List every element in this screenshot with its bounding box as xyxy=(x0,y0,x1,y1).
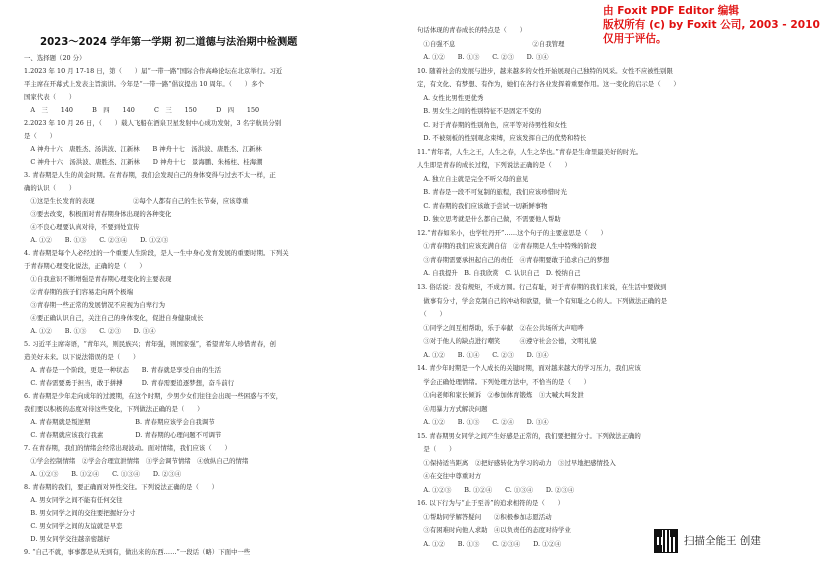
watermark-line-1: 由 Foxit PDF Editor 编辑 xyxy=(603,5,739,17)
text-line: ①向老师和家长倾诉 ②参加体育锻炼 ③大喊大叫发泄 xyxy=(417,391,584,400)
text-line: C. 青春期就应该我行我素 D. 青春期的心理问题不可调节 xyxy=(24,431,222,439)
text-line: 定，有文化、有梦想、有作为，她们在各行各业发挥着重要作用。这一变化的启示是（ ） xyxy=(417,80,680,89)
text-line: 16. 以下行为与“止于至善”的追求相符的是（ ） xyxy=(417,499,565,508)
text-line: 人生即是青春的成长过程，下列说法正确的是（ ） xyxy=(417,161,571,170)
scanner-label: 扫描全能王 创建 xyxy=(684,535,761,547)
text-line: 5. 习近平主席寄语，“青年兴，则民族兴；青年强，则国家强”，希望青年人珍惜青春，创 xyxy=(24,340,276,348)
text-line: C. 男女同学之间的友谊就是早恋 xyxy=(24,522,123,530)
text-line: 7. 在青春期，我们的情绪会经常出现波动。面对情绪，我们应该（ ） xyxy=(24,444,231,452)
text-line: B. 男女同学之间的交往要把握好分寸 xyxy=(24,509,136,517)
text-line: 句话体现的青春成长的特点是（ ） xyxy=(417,26,526,34)
text-line: A. ①②③ B. ①②④ C. ①③④ D. ②③④ xyxy=(417,485,575,494)
text-line: D. 独立思考就是什么都自己做，不需要他人帮助 xyxy=(417,215,561,224)
text-line: ③有困难时向他人求助 ④以负责任的态度对待学业 xyxy=(417,526,571,535)
text-line: 1.2023 年 10 月 17-18 日，第（ ）届“一带一路”国际合作高峰论坛在北京举行。习近 xyxy=(24,67,283,75)
text-line: 9. “自己不就，事事都是从无到有，做出来的东西……”一段话（略）下面中一些 xyxy=(24,548,251,556)
text-line: A. ①② B. ①③ C. ②③④ D. ①②③ xyxy=(24,236,169,244)
text-line: ③要去改变，积极面对青春期身体出现的各种变化 xyxy=(24,210,172,218)
text-line: ④用暴力方式解决问题 xyxy=(417,404,488,413)
watermark-line-2: 版权所有 (c) by Foxit 公司, 2003 - 2010 xyxy=(603,19,820,31)
text-line: ③青春期一些正常的发展情况不应视为自卑行为 xyxy=(24,301,166,309)
text-line: 于青春期心理变化说法，正确的是（ ） xyxy=(24,262,146,270)
text-line: ④不良心理要认真对待，不要到处宣传 xyxy=(24,223,140,231)
text-line: 一、选择题（20 分） xyxy=(24,54,86,62)
text-line: ①自我意识不断增强是青春期心理变化的主要表现 xyxy=(24,275,172,283)
text-line: A 神舟十六 唐胜杰、汤洪波、江新林 B 神舟十七 汤洪波、唐胜杰、江新林 xyxy=(24,145,262,153)
text-line: 确的认识（ ） xyxy=(24,184,76,192)
text-line: A. ①② B. ①③ C. ②③ D. ③④ xyxy=(24,327,156,335)
text-line: ①青春期的我们应该充满自信 ②青春期是人生中特殊的阶段 xyxy=(417,242,597,251)
text-line: 是（ ） xyxy=(24,132,57,140)
text-line: 4. 青春期是每个人必经过的一个重要人生阶段，是人一生中身心发育发展的重要时期。下列关 xyxy=(24,249,289,257)
text-line: 学会正确处理情绪。下列处理方法中，不恰当的是（ ） xyxy=(417,377,591,386)
text-line: 国家代表（ ） xyxy=(24,93,76,101)
text-line: 12.“青春如米小，也学牡丹开”……这个句子的主要意思是（ ） xyxy=(417,228,607,237)
text-line: ①保持适当距离 ②把好感转化为学习的动力 ③过早地把感情投入 xyxy=(417,458,616,467)
text-line: 是（ ） xyxy=(417,445,456,454)
text-line: D. 不被刻板的性别观念束缚，应该发挥自己的优势和特长 xyxy=(417,134,587,143)
text-line: A. ①② B. ①③ C. ②④ D. ③④ xyxy=(417,418,549,427)
text-line: A. ①② B. ①④ C. ②③ D. ③④ xyxy=(417,350,549,359)
text-line: ②青春期的孩子们容易走向两个极端 xyxy=(24,288,133,296)
text-line: ①自强不息 ②自我管理 xyxy=(417,39,565,48)
text-line: ③对于他人的缺点进行嘲笑 ④遵守社会公德，文明礼貌 xyxy=(417,337,597,346)
text-line: ①同学之间互相帮助，乐于奉献 ②在公共场所大声喧哗 xyxy=(417,323,584,332)
text-line: A. 独立自主就是完全不听父母的意见 xyxy=(417,174,529,183)
text-line: 3. 青春期是人生的黄金时期。在青春期，我们会发现自己的身体变得与过去不太一样，正 xyxy=(24,171,276,179)
text-line: 15. 青春期男女同学之间产生好感是正常的，我们要把握分寸。下列做法正确的 xyxy=(417,431,641,440)
text-line: 平主席在开幕式上发表主旨演讲。今年是“一带一路”倡议提出 10 周年。（ ）多个 xyxy=(24,80,265,88)
text-line: C. 对于青春期的性别角色，应平等对待男性和女性 xyxy=(417,120,567,129)
text-line: A 三 140 B 四 140 C 三 150 D 四 150 xyxy=(24,106,260,114)
text-line: D. 男女同学交往越亲密越好 xyxy=(24,535,110,543)
text-line: 10. 随着社会的发展与进步，越来越多的女性开始展现自己独特的风采。女性不应被性别限 xyxy=(417,66,673,75)
text-line: B. 男女生之间的性别特征不是固定不变的 xyxy=(417,107,542,116)
text-line: A. 男女同学之间不能有任何交往 xyxy=(24,496,123,504)
text-line: 13. 俗话说：没有规矩，不成方圆。行己有耻，对于青春期的我们来说，在生活中要做到 xyxy=(417,283,667,291)
text-line: C. 青春期的我们应该敢于尝试一切新鲜事物 xyxy=(417,201,548,210)
text-line: B. 青春是一段不可复制的旅程，我们应该珍惜时光 xyxy=(417,188,567,197)
foxit-watermark xyxy=(603,4,820,46)
qr-code-icon xyxy=(654,529,678,553)
text-line: A. ①② B. ①③ C. ②③④ D. ①②④ xyxy=(417,540,562,548)
text-line: 6. 青春期是少年走向成年的过渡期，在这个时期，少男少女们往往会出现一些困惑与不安， xyxy=(24,392,283,400)
text-line: A. 女性比男性更优秀 xyxy=(417,93,484,102)
text-line: 14. 青少年时期是一个人成长的关键时期，面对越来越大的学习压力，我们应该 xyxy=(417,364,641,373)
watermark-line-3: 仅用于评估。 xyxy=(603,33,667,45)
text-line: A. 青春期就是叛逆期 B. 青春期应该学会自我调节 xyxy=(24,418,215,426)
text-line: ③青春期需要承担起自己的责任 ④青春期要敢于追求自己的梦想 xyxy=(417,255,610,264)
text-line: ①学会控制情绪 ②学会合理宣泄情绪 ③学会调节情绪 ④放纵自己的情绪 xyxy=(24,457,249,465)
text-line: 11.“青年者，人生之王，人生之春，人生之华也。”青春是生命里最美好的时光。 xyxy=(417,147,643,156)
text-line: 造美好未来。以下说法错误的是（ ） xyxy=(24,353,140,361)
text-line: A. 青春是一个阶段，更是一种状态 B. 青春就是享受自由的生活 xyxy=(24,366,222,374)
text-line: ④要正确认识自己，关注自己的身体变化，促进自身健康成长 xyxy=(24,314,204,322)
text-line: ①帮助同学解答疑问 ②积极参加志愿活动 xyxy=(417,512,552,521)
text-line: A. ①② B. ①③ C. ②③ D. ③④ xyxy=(417,53,549,62)
text-line: 2.2023 年 10 月 26 日，（ ）载人飞船在酒泉卫星发射中心成功发射，3 名宇航员分别 xyxy=(24,119,282,127)
right-page xyxy=(397,0,820,561)
text-line: A. ①②③ B. ①②④ C. ①③④ D. ②③④ xyxy=(24,470,182,478)
text-line: C. 青春需要勇于担当，敢于拼搏 D. 青春需要追逐梦想，奋斗前行 xyxy=(24,379,235,387)
left-page xyxy=(0,0,397,561)
text-line: 8. 青春期的我们，要正确面对异性交往。下列说法正确的是（ ） xyxy=(24,483,219,491)
text-line: ④在交往中尊重对方 xyxy=(417,472,482,481)
text-line: A. 自我提升 B. 自我欣赏 C. 认识自己 D. 悦纳自己 xyxy=(417,269,581,278)
text-line: C 神舟十六 汤洪波、唐胜杰、江新林 D 神舟十七 景海鹏、朱杨柱、桂海潮 xyxy=(24,158,263,166)
text-line: ①这是生长发育的表现 ②每个人都有自己的生长节奏，应该尊重 xyxy=(24,197,249,205)
exam-title: 2023～2024 学年第一学期 初二道德与法治期中检测题 xyxy=(40,37,298,48)
text-line: 我们要以积极的态度对待这些变化，下列做法正确的是（ ） xyxy=(24,405,204,413)
text-line: （ ） xyxy=(417,310,446,319)
text-line: 做事有分寸，学会克制自己的冲动和欲望，做一个有知耻之心的人。下列做法正确的是 xyxy=(417,296,668,305)
